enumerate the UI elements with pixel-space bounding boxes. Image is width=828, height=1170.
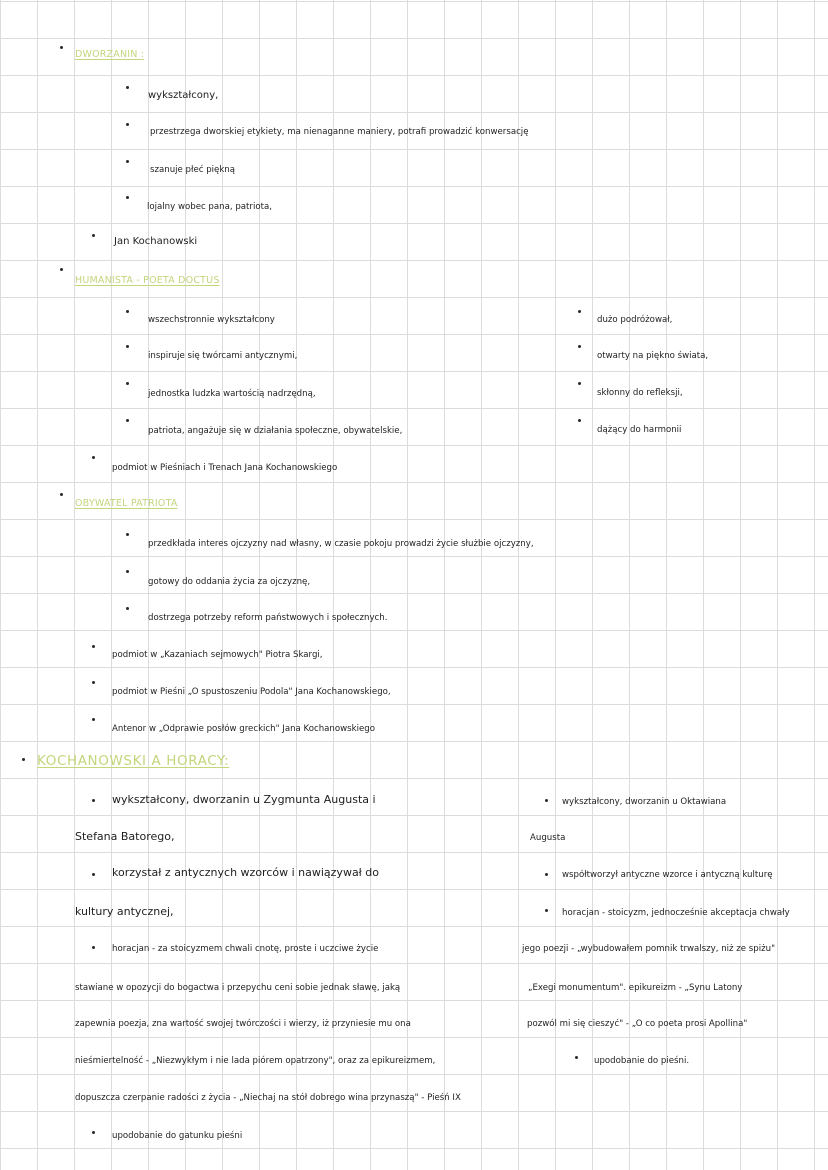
list-item-continued: pozwól mi się cieszyć" - „O co poeta prosi Apollina": [527, 1019, 748, 1029]
list-item: dążący do harmonii: [597, 425, 682, 435]
bullet: [545, 799, 548, 802]
list-item: wykształcony, dworzanin u Zygmunta Augusta i: [112, 793, 376, 806]
list-item: wykształcony,: [148, 90, 219, 101]
bullet: [92, 718, 95, 721]
bullet: [126, 419, 129, 422]
bullet: [578, 345, 581, 348]
list-item: horacjan - za stoicyzmem chwali cnotę, proste i uczciwe życie: [112, 944, 379, 954]
bullet: [92, 873, 95, 876]
bullet: [126, 123, 129, 126]
list-item: jednostka ludzka wartością nadrzędną,: [148, 389, 316, 399]
bullet: [126, 86, 129, 89]
bullet: [60, 46, 63, 49]
example-text: podmiot w Pieśni „O spustoszeniu Podola" Jana Kochanowskiego,: [112, 687, 391, 697]
bullet: [22, 758, 25, 761]
bullet: [126, 345, 129, 348]
bullet: [578, 382, 581, 385]
list-item: upodobanie do gatunku pieśni: [112, 1131, 243, 1141]
heading-humanista: HUMANISTA - POETA DOCTUS: [75, 275, 220, 286]
list-item-continued: dopuszcza czerpanie radości z życia - „Niechaj na stół dobrego wina przynaszą" - Pieśń IX: [75, 1093, 461, 1103]
bullet: [126, 570, 129, 573]
list-item: przestrzega dworskiej etykiety, ma nienaganne maniery, potrafi prowadzić konwersację: [150, 127, 529, 137]
bullet: [92, 681, 95, 684]
example-text: podmiot w Pieśniach i Trenach Jana Kochanowskiego: [112, 463, 338, 473]
bullet: [92, 456, 95, 459]
bullet: [92, 799, 95, 802]
bullet: [60, 268, 63, 271]
list-item: skłonny do refleksji,: [597, 388, 683, 398]
list-item-continued: zapewnia poezja, zna wartość swojej twórczości i wierzy, iż przyniesie mu ona: [75, 1019, 411, 1029]
list-item: horacjan - stoicyzm, jednocześnie akceptacja chwały: [562, 908, 790, 918]
list-item: dużo podróżował,: [597, 315, 673, 325]
bullet: [545, 909, 548, 912]
bullet: [92, 234, 95, 237]
heading-dworzanin: DWORZANIN :: [75, 49, 145, 60]
example-text: Antenor w „Odprawie posłów greckich" Jana Kochanowskiego: [112, 724, 376, 734]
bullet: [126, 382, 129, 385]
list-item: szanuje płeć piękną: [150, 165, 236, 175]
list-item: gotowy do oddania życia za ojczyznę,: [148, 577, 311, 587]
list-item: korzystał z antycznych wzorców i nawiązywał do: [112, 866, 380, 879]
list-item-continued: Stefana Batorego,: [75, 830, 175, 843]
example-text: podmiot w „Kazaniach sejmowych" Piotra Skargi,: [112, 650, 323, 660]
bullet: [575, 1056, 578, 1059]
list-item: współtworzył antyczne wzorce i antyczną kulturę: [562, 870, 773, 880]
list-item: wszechstronnie wykształcony: [148, 315, 275, 325]
list-item-continued: jego poezji - „wybudowałem pomnik trwalszy, niż ze spiżu": [522, 944, 776, 954]
bullet: [545, 873, 548, 876]
example-text: Jan Kochanowski: [114, 236, 198, 247]
list-item-continued: nieśmiertelność - „Niezwykłym i nie lada piórem opatrzony", oraz za epikureizmem,: [75, 1056, 436, 1066]
heading-kochanowski-horacy: KOCHANOWSKI A HORACY:: [37, 753, 230, 769]
list-item: lojalny wobec pana, patriota,: [147, 202, 272, 212]
list-item: wykształcony, dworzanin u Oktawiana: [562, 797, 727, 807]
bullet: [126, 310, 129, 313]
list-item-continued: Augusta: [530, 833, 566, 843]
bullet: [126, 533, 129, 536]
list-item: przedkłada interes ojczyzny nad własny, w czasie pokoju prowadzi życie służbie ojczyzny,: [148, 539, 534, 549]
bullet: [92, 645, 95, 648]
heading-obywatel: OBYWATEL PATRIOTA: [75, 498, 178, 509]
list-item: otwarty na piękno świata,: [597, 351, 709, 361]
bullet: [92, 1131, 95, 1134]
list-item: patriota, angażuje się w działania społeczne, obywatelskie,: [148, 426, 403, 436]
bullet: [60, 493, 63, 496]
bullet: [578, 419, 581, 422]
list-item-continued: stawiane w opozycji do bogactwa i przepychu ceni sobie jednak sławę, jaką: [75, 983, 401, 993]
list-item-continued: kultury antycznej,: [75, 905, 174, 918]
bullet: [126, 160, 129, 163]
list-item: inspiruje się twórcami antycznymi,: [148, 351, 298, 361]
list-item: upodobanie do pieśni.: [594, 1056, 690, 1066]
bullet: [126, 607, 129, 610]
bullet: [126, 196, 129, 199]
bullet: [92, 946, 95, 949]
list-item-continued: „Exegi monumentum". epikureizm - „Synu Latony: [528, 983, 743, 993]
list-item: dostrzega potrzeby reform państwowych i społecznych.: [148, 613, 388, 623]
bullet: [578, 310, 581, 313]
